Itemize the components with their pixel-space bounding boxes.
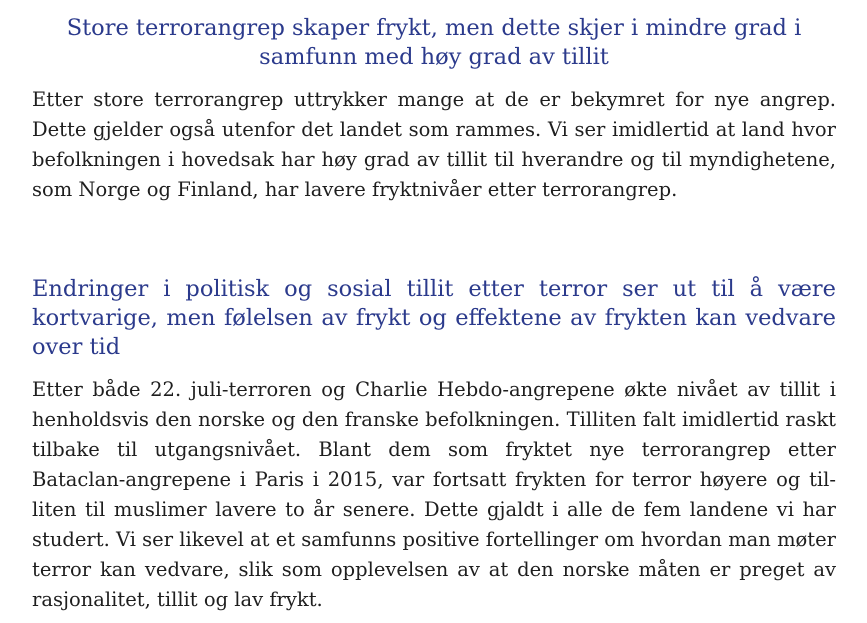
section-paragraph: Etter store terrorangrep uttrykker mange at de er bekymret for nye angrep. Dette gjelder også utenfor det landet som rammes. Vi ser imidlertid at land hvor befolkningen i hovedsak har høy grad av tillit til hverandre og til myndighetene, som Norge og Finland, har lavere fryktnivåer etter terrorangrep. [32,88,836,201]
section-heading: Endringer i politisk og sosial tillit etter terror ser ut til å være kortvarige, men følelsen av frykt og effektene av frykten kan vedvare over tid [32,276,836,360]
document-page [32,14,836,615]
section-heading: Store terrorangrep skaper frykt, men dette skjer i mindre grad i samfunn med høy grad av tillit [66,15,802,70]
section-short-term-trust-changes [32,275,836,615]
section-paragraph: Etter både 22. juli-terroren og Charlie Hebdo-angrepene økte nivået av tillit i henholdsvis den norske og den franske befolkningen. Tilliten falt imidlertid raskt tilbake til utgangsnivået. Blant dem som fryktet nye terrorangrep etter Bataclan-angrepene i Paris i 2015, var fortsatt frykten for terror høyere og tilliten til muslimer lavere to år senere. Dette gjaldt i alle de fem landene vi har studert. Vi ser likevel at et samfunns positive fortellinger om hvordan man møter terror kan vedvare, slik som opplevelsen av at den norske måten er preget av rasjonalitet, tillit og lav frykt. [32,378,836,611]
section-trust-and-fear [32,14,836,205]
